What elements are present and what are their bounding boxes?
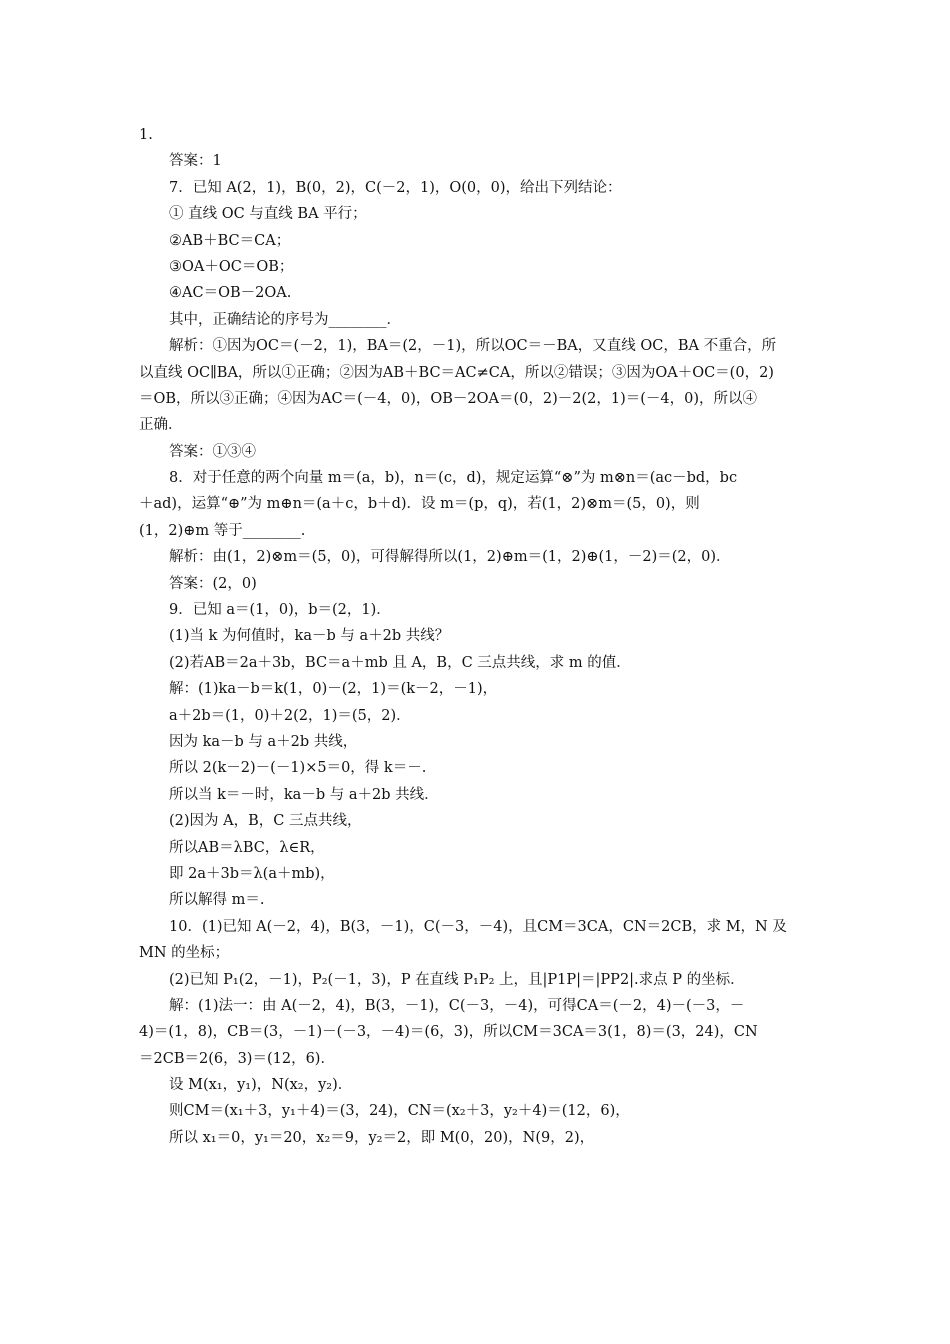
text-line: 其中，正确结论的序号为________． (169, 311, 401, 328)
text-line: 4)＝(1，8)，CB＝(3，－1)－(－3，－4)＝(6，3)，所以CM＝3CA＝3(1，8)＝(3，24)，CN (139, 1024, 758, 1041)
document-body (139, 122, 819, 1151)
text-line: ① 直线 OC 与直线 BA 平行； (169, 206, 367, 223)
text-line: (2)已知 P₁(2，－1)，P₂(－1，3)，P 在直线 P₁P₂ 上，且|P1P|＝|PP2|.求点 P 的坐标． (169, 971, 745, 988)
text-line: 7．已知 A(2，1)，B(0，2)，C(－2，1)，O(0，0)，给出下列结论： (169, 179, 622, 196)
text-line: 8．对于任意的两个向量 m＝(a，b)，n＝(c，d)，规定运算“⊗”为 m⊗n＝(ac－bd，bc (169, 470, 738, 487)
text-line: 解：(1)ka－b＝k(1，0)－(2，1)＝(k－2，－1)， (169, 681, 498, 698)
text-line: ＋ad)，运算“⊕”为 m⊕n＝(a＋c，b＋d)．设 m＝(p，q)，若(1，2)⊗m＝(5，0)，则 (139, 496, 700, 513)
text-line: 答案：(2，0) (169, 575, 257, 592)
text-line: 答案：1 (169, 153, 222, 170)
text-line: 答案：①③④ (169, 443, 256, 460)
text-line: 所以AB＝λBC，λ∈R， (169, 839, 325, 856)
text-line: 解析：由(1，2)⊗m＝(5，0)，可得解得所以(1，2)⊕m＝(1，2)⊕(1，－2)＝(2，0)． (169, 549, 731, 566)
text-line: 所以 x₁＝0，y₁＝20，x₂＝9，y₂＝2，即 M(0，20)，N(9，2)， (169, 1129, 595, 1146)
text-line: (2)因为 A，B，C 三点共线， (169, 813, 362, 830)
text-line: 9．已知 a＝(1，0)，b＝(2，1)． (169, 602, 391, 619)
text-line: 10．(1)已知 A(－2，4)，B(3，－1)，C(－3，－4)，且CM＝3CA，CN＝2CB，求 M，N 及 (169, 918, 787, 935)
text-line: 正确． (139, 417, 183, 434)
text-line: 所以当 k＝－时，ka－b 与 a＋2b 共线． (169, 786, 439, 803)
text-line: 以直线 OC∥BA，所以①正确；②因为AB＋BC＝AC≠CA，所以②错误；③因为OA＋OC＝(0，2) (139, 364, 774, 381)
text-line: 则CM＝(x₁＋3，y₁＋4)＝(3，24)，CN＝(x₂＋3，y₂＋4)＝(12，6)， (169, 1103, 630, 1120)
text-line: 1. (139, 127, 153, 143)
text-line: ＝OB，所以③正确；④因为AC＝(－4，0)，OB－2OA＝(0，2)－2(2，1)＝(－4，0)，所以④ (139, 390, 758, 407)
text-line: 解：(1)法一：由 A(－2，4)，B(3，－1)，C(－3，－4)，可得CA＝(－2，4)－(－3，－ (169, 997, 745, 1014)
text-line: ③OA＋OC＝OB； (169, 258, 294, 275)
text-line: a＋2b＝(1，0)＋2(2，1)＝(5，2)． (169, 707, 411, 724)
text-line: (1)当 k 为何值时，ka－b 与 a＋2b 共线？ (169, 628, 450, 645)
text-line: MN 的坐标； (139, 945, 230, 962)
text-line: 解析：①因为OC＝(－2，1)，BA＝(2，－1)，所以OC＝－BA，又直线 OC，BA 不重合，所 (169, 338, 777, 355)
text-line: ＝2CB＝2(6，3)＝(12，6)． (139, 1050, 335, 1067)
text-line: 因为 ka－b 与 a＋2b 共线， (169, 733, 358, 750)
text-line: 所以 2(k－2)－(－1)×5＝0，得 k＝－. (169, 760, 427, 777)
text-line: ④AC＝OB－2OA. (169, 285, 292, 302)
text-line: 设 M(x₁，y₁)，N(x₂，y₂)． (169, 1077, 353, 1094)
text-line: (2)若AB＝2a＋3b，BC＝a＋mb 且 A，B，C 三点共线，求 m 的值． (169, 654, 631, 671)
text-line: ②AB＋BC＝CA； (169, 232, 291, 249)
text-line: 所以解得 m＝. (169, 892, 265, 909)
text-line: (1，2)⊕m 等于________. (139, 522, 306, 539)
text-line: 即 2a＋3b＝λ(a＋mb)， (169, 865, 335, 882)
